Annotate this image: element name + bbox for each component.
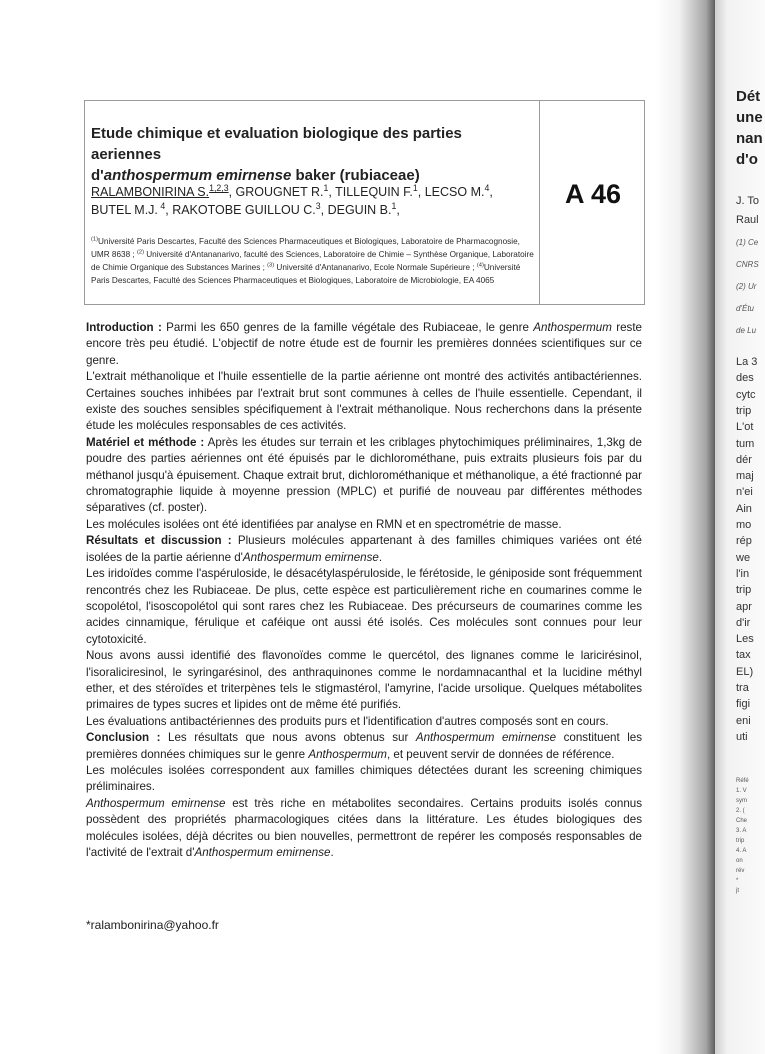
facing-body-fragment: l'in — [736, 567, 750, 580]
title-prefix: d' — [91, 167, 104, 184]
affiliation-text: Université d'Antananarivo, faculté des Sciences, Laboratoire de Chimie – Synthèse Organique, Laboratoire de Chimie Organique des Substances Marines ; — [91, 250, 534, 272]
affiliation-number: (2) — [136, 249, 144, 256]
intro-paragraph — [86, 320, 642, 369]
facing-reference-fragment: * — [736, 878, 739, 884]
abstract-body — [86, 320, 642, 861]
title-species: anthospermum emirnense — [103, 167, 292, 184]
facing-body-fragment: d'ir — [736, 616, 751, 629]
final-species-2: Anthospermum emirnense — [194, 846, 331, 859]
facing-reference-fragment: Che — [736, 818, 748, 824]
author-affiliation-sup: 1 — [412, 182, 418, 193]
author-name: TILLEQUIN F. — [335, 185, 413, 199]
conclusion-species: Anthospermum emirnense — [415, 731, 557, 745]
author-name: DEGUIN B. — [327, 203, 392, 217]
affiliation-number: (4) — [476, 262, 484, 269]
author-name: BUTEL M.J. — [91, 203, 158, 217]
facing-body-fragment: trip — [736, 404, 752, 417]
author-affiliation-sup: 3 — [315, 200, 321, 211]
methods-paragraph — [86, 435, 642, 517]
author-list — [91, 183, 531, 219]
abstract-code: A 46 — [564, 179, 622, 209]
author-separator: , — [228, 185, 236, 199]
facing-title-fragment: une — [736, 109, 763, 126]
author-separator: , — [165, 203, 173, 217]
facing-body-fragment: trip — [736, 584, 752, 597]
facing-title-fragment: Dét — [736, 88, 761, 105]
author-affiliation-sup: 4 — [157, 200, 166, 211]
author-name: LECSO M. — [424, 185, 485, 199]
affiliation-text: Université Paris Descartes, Faculté des Sciences Pharmaceutiques et Biologiques, Laboratoire de Pharmacognosie, UMR 8638 ; — [91, 237, 520, 259]
facing-body-fragment: uti — [736, 730, 748, 743]
author-affiliation-sup: 1,2,3 — [209, 182, 229, 193]
author-affiliation-sup: 4 — [484, 182, 490, 193]
methods-text: Après les études sur terrain et les criblages phytochimiques préliminaires, 1,3kg de poudre des parties aériennes ont été épuisés par le dichlorométhane, puis extraits plusieurs fois par du méthanol jusqu'à épuisement. Chaque extrait brut, dichlorométhanique et méthanolique, a été fractionné par chromatographie liquide à moyenne pression (MPLC) et purifié de nouveau par différentes méthodes séparatives (cf. poster). — [86, 435, 642, 515]
facing-body-fragment: apr — [736, 600, 752, 613]
conclusion-genus: Anthospermum — [308, 747, 387, 761]
author-separator: , — [417, 185, 425, 199]
methods-label: Matériel et méthode : — [86, 435, 205, 449]
conclusion-label: Conclusion : — [86, 731, 161, 745]
facing-body-fragment: La 3 — [736, 356, 758, 368]
author-affiliation-sup: 1 — [391, 200, 397, 211]
facing-title-fragment: d'o — [736, 151, 758, 168]
affiliation-number: (1) — [91, 236, 99, 243]
facing-body-fragment: tum — [736, 437, 755, 450]
author-separator: , — [320, 203, 328, 217]
final-text-b: . — [330, 846, 334, 859]
facing-body-fragment: Ain — [736, 502, 752, 515]
facing-body-fragment: tra — [736, 682, 749, 694]
correspond-paragraph: Les molécules isolées correspondent aux familles chimiques détectées durant les screening chimiques préliminaires. — [86, 763, 642, 794]
extract-paragraph: L'extrait méthanolique et l'huile essentielle de la partie aérienne ont montré des activités antibactériennes. Certaines souches inhibées par l'extrait brut sont communes à celles de l'huile essentielle. Cependant, il existe des souches sensibles spécifiquement à l'extrait méthanolique. Nous recherchons dans la présente étude les molécules responsables de ces activités. — [86, 370, 642, 433]
facing-title-fragment: nan — [736, 130, 763, 147]
facing-body-fragment: des — [736, 372, 754, 385]
facing-author-fragment: J. To — [736, 195, 760, 207]
flavonoids-paragraph: Nous avons aussi identifié des flavonoïdes comme le quercétol, des lignanes comme le laricirésinol, l'isoraliciresinol, le syringarésinol, des anthraquinones comme le nordamnacanthal et la lucidine méthyl ether, et des stéroïdes et triterpènes tels le stigmastérol, l'amyrine, l'acide ursolique. Quelques métabolites primaires de types sucres et lipides ont de même été purifiés. — [86, 649, 642, 712]
intro-label: Introduction : — [86, 321, 162, 334]
facing-body-fragment: n'ei — [736, 486, 753, 499]
facing-body-fragment: tax — [736, 649, 751, 662]
facing-body-fragment: Les — [736, 633, 754, 646]
affiliation-text: Université d'Antananarivo, Ecole Normale Supérieure ; — [274, 263, 477, 272]
abstract-header — [84, 100, 645, 305]
iridoids-paragraph: Les iridoïdes comme l'aspéruloside, le désacétylaspéruloside, le férétoside, le géniposide sont fréquemment rencontrés chez les Rubiaceae. De plus, cette espèce est particulièrement riche en coumarines comme le scopolétol, l'isoscopolétol qui sont rares chez les Rubiaceae. Des précurseurs de coumarines comme les acides cinnamique, férulique et caféique ont aussi été isolés. Ces molécules sont connues pour leur cytotoxicité. — [86, 567, 642, 646]
facing-reference-fragment: trip — [736, 838, 745, 844]
results-label: Résultats et discussion : — [86, 534, 232, 548]
author-affiliation-sup: 1 — [323, 182, 329, 193]
affiliation-text: Université Paris Descartes, Faculté des Sciences Pharmaceutiques et Biologiques, Laboratoire de Microbiologie, EA 4065 — [91, 263, 521, 285]
final-paragraph — [86, 796, 642, 862]
author-name: RAKOTOBE GUILLOU C. — [172, 203, 316, 217]
facing-affiliation-fragment: de Lu — [736, 326, 757, 335]
facing-body-fragment: EL) — [736, 665, 754, 678]
evaluations-paragraph: Les évaluations antibactériennes des produits purs et l'identification d'autres composés sont en cours. — [86, 714, 609, 728]
results-paragraph — [86, 533, 642, 566]
facing-reference-fragment: 1. V — [736, 788, 747, 794]
conclusion-text-c: , et peuvent servir de données de référence. — [386, 747, 615, 761]
facing-reference-fragment: 4. A — [736, 848, 747, 854]
conclusion-paragraph — [86, 730, 642, 763]
facing-body-fragment: figi — [736, 698, 751, 711]
facing-affiliation-fragment: CNRS — [736, 260, 759, 269]
intro-genus: Anthospermum — [533, 321, 612, 334]
facing-affiliation-fragment: (2) Ur — [736, 282, 757, 291]
identified-paragraph: Les molécules isolées ont été identifiées par analyse en RMN et en spectrométrie de masse. — [86, 517, 562, 531]
author-name: RALAMBONIRINA S. — [91, 185, 210, 199]
abstract-title — [91, 123, 531, 186]
facing-reference-fragment: jt — [736, 888, 739, 894]
facing-author-fragment: Raul — [736, 214, 759, 226]
facing-body-fragment: cytc — [736, 388, 756, 401]
results-text-a: Plusieurs molécules appartenant à des familles chimiques variées ont été isolées de la partie aérienne d' — [86, 534, 643, 564]
author-separator: , — [328, 185, 336, 199]
results-species: Anthospermum emirnense — [242, 550, 379, 564]
conclusion-text-a: Les résultats que nous avons obtenus sur — [160, 731, 416, 745]
facing-affiliation-fragment: (1) Ce — [736, 238, 759, 247]
author-separator: , — [396, 203, 400, 217]
facing-body-fragment: we — [736, 551, 751, 564]
facing-body-fragment: eni — [736, 714, 751, 727]
contact-email: *ralambonirina@yahoo.fr — [86, 918, 219, 932]
facing-body-fragment: dér — [736, 453, 752, 466]
facing-reference-fragment: on — [736, 858, 743, 864]
title-suffix: baker (rubiaceae) — [291, 167, 420, 184]
author-separator: , — [489, 185, 493, 199]
facing-reference-fragment: 2. ( — [736, 808, 745, 814]
facing-reference-fragment: Réfé — [736, 778, 749, 784]
facing-reference-fragment: sym — [736, 798, 747, 804]
page-gutter-shadow — [655, 0, 715, 1054]
facing-body-fragment: rép — [736, 535, 752, 548]
affiliations — [91, 235, 536, 287]
results-text-b: . — [378, 550, 383, 564]
facing-reference-fragment: rév — [736, 868, 745, 874]
conclusion-text-b: constituent les premières données chimiques sur le genre — [86, 731, 643, 761]
facing-body-fragment: maj — [736, 470, 754, 483]
intro-text-a: Parmi les 650 genres de la famille végétale des Rubiaceae, le genre — [161, 321, 534, 334]
facing-reference-fragment: 3. A — [736, 828, 747, 834]
facing-page — [715, 0, 765, 1054]
author-name: GROUGNET R. — [235, 185, 324, 199]
facing-body-fragment: mo — [736, 519, 752, 531]
facing-body-fragment: L'ot — [736, 421, 754, 434]
affiliation-number: (3) — [267, 262, 275, 269]
facing-affiliation-fragment: d'Étu — [736, 304, 754, 313]
title-line-1: Etude chimique et evaluation biologique des parties aeriennes — [91, 125, 462, 163]
final-text-a: est très riche en métabolites secondaires. Certains produits isolés connus possèdent des propriétés pharmacologiques citées dans la littérature. Les études biologiques des molécules isolées, déjà décrites ou bien nouvelles, permettront de repérer les composés responsables de l'activité de l'extrait d' — [86, 796, 643, 859]
final-species: Anthospermum emirnense — [86, 796, 226, 810]
intro-text-b: reste encore très peu étudié. L'objectif de notre étude est de fournir les premières données scientifiques sur ce genre. — [86, 321, 642, 367]
